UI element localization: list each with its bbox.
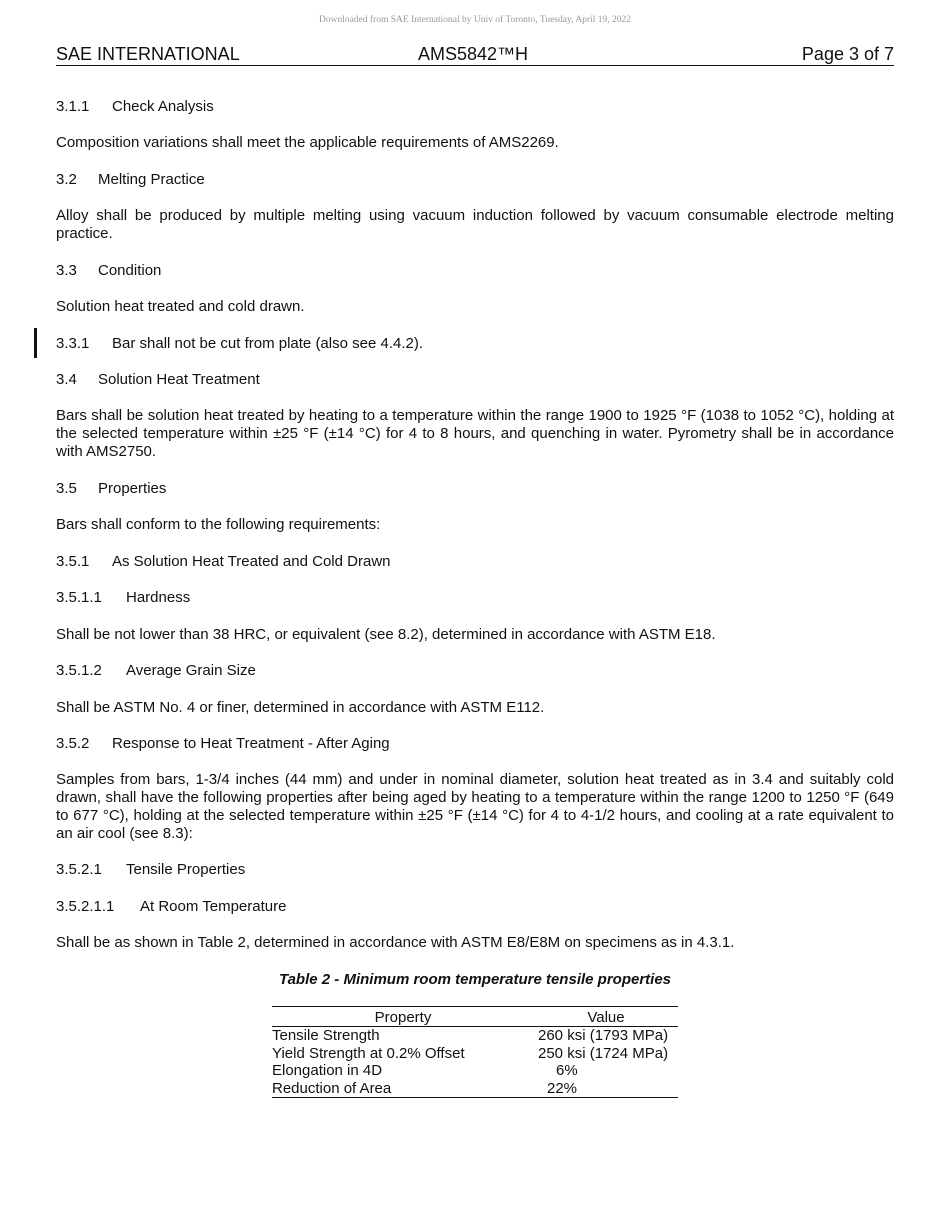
table-header-row xyxy=(272,1007,678,1027)
heading-3-1-1: 3.1.1 Check Analysis xyxy=(56,98,214,115)
value-cell: 22% xyxy=(547,1079,578,1097)
para-3-5-1-1: Shall be not lower than 38 HRC, or equivalent (see 8.2), determined in accordance with ASTM E18. xyxy=(56,626,716,643)
header-page-number: Page 3 of 7 xyxy=(801,44,894,64)
heading-3-5-2-1-1: 3.5.2.1.1 At Room Temperature xyxy=(56,898,287,915)
para-3-4: Bars shall be solution heat treated by heating to a temperature within the range 1900 to 1925 °F (1038 to 1052 °C), holding at the selected temperature within ±25 °F (±14 °C) for 4 to 8 hours, and quenching in water. Pyrometry shall be in accordance with AMS2750. xyxy=(56,407,894,460)
property-cell: Tensile Strength xyxy=(272,1027,380,1044)
heading-3-5-2-1: 3.5.2.1 Tensile Properties xyxy=(56,861,246,878)
property-cell: Elongation in 4D xyxy=(272,1062,383,1079)
property-cell: Yield Strength at 0.2% Offset xyxy=(272,1044,465,1062)
heading-3-3-1: 3.3.1 Bar shall not be cut from plate (also see 4.4.2). xyxy=(56,335,423,352)
para-3-2: Alloy shall be produced by multiple melting using vacuum induction followed by vacuum consumable electrode melting practice. xyxy=(56,207,894,242)
table-row xyxy=(272,1045,678,1063)
heading-3-5-1: 3.5.1 As Solution Heat Treated and Cold Drawn xyxy=(56,553,391,570)
table-row xyxy=(272,1027,678,1045)
revision-change-bar xyxy=(34,328,37,358)
property-cell: Reduction of Area xyxy=(272,1079,392,1097)
header-doc-id: AMS5842™H xyxy=(418,44,529,64)
value-cell: 6% xyxy=(556,1062,578,1079)
para-3-5-2: Samples from bars, 1-3/4 inches (44 mm) and under in nominal diameter, solution heat treated as in 3.4 and suitably cold drawn, shall have the following properties after being aged by heating to a temperature within the range 1200 to 1250 °F (649 to 677 °C), holding at the selected temperature within ±25 °F (±14 °C) for 4 to 4-1/2 hours, and cooling at a rate equivalent to an air cool (see 8.3): xyxy=(56,771,894,842)
para-3-5-2-1-1: Shall be as shown in Table 2, determined in accordance with ASTM E8/E8M on specimens as in 4.3.1. xyxy=(56,934,735,951)
para-3-5-1-2: Shall be ASTM No. 4 or finer, determined in accordance with ASTM E112. xyxy=(56,699,545,716)
heading-3-5-1-1: 3.5.1.1 Hardness xyxy=(56,589,191,606)
download-watermark: Downloaded from SAE International by Univ of Toronto, Tuesday, April 19, 2022 xyxy=(318,15,631,25)
para-3-3: Solution heat treated and cold drawn. xyxy=(56,298,305,315)
value-cell: 260 ksi (1793 MPa) xyxy=(538,1027,669,1044)
heading-3-5: 3.5 Properties xyxy=(56,480,167,497)
heading-3-5-1-2: 3.5.1.2 Average Grain Size xyxy=(56,662,256,679)
table-row xyxy=(272,1062,678,1080)
table-2-caption: Table 2 - Minimum room temperature tensile properties xyxy=(278,971,672,988)
table-row xyxy=(272,1080,678,1098)
para-3-5: Bars shall conform to the following requirements: xyxy=(56,516,381,533)
column-header-property: Property xyxy=(272,1007,534,1027)
table-2-tensile-properties xyxy=(272,1006,678,1098)
heading-3-4: 3.4 Solution Heat Treatment xyxy=(56,371,260,388)
heading-3-5-2: 3.5.2 Response to Heat Treatment - After Aging xyxy=(56,735,390,752)
value-cell: 250 ksi (1724 MPa) xyxy=(538,1044,669,1062)
header-org: SAE INTERNATIONAL xyxy=(56,44,240,64)
para-3-1-1: Composition variations shall meet the applicable requirements of AMS2269. xyxy=(56,134,559,151)
page-header xyxy=(56,44,894,66)
heading-3-2: 3.2 Melting Practice xyxy=(56,171,205,188)
heading-3-3: 3.3 Condition xyxy=(56,262,162,279)
column-header-value: Value xyxy=(534,1007,678,1027)
